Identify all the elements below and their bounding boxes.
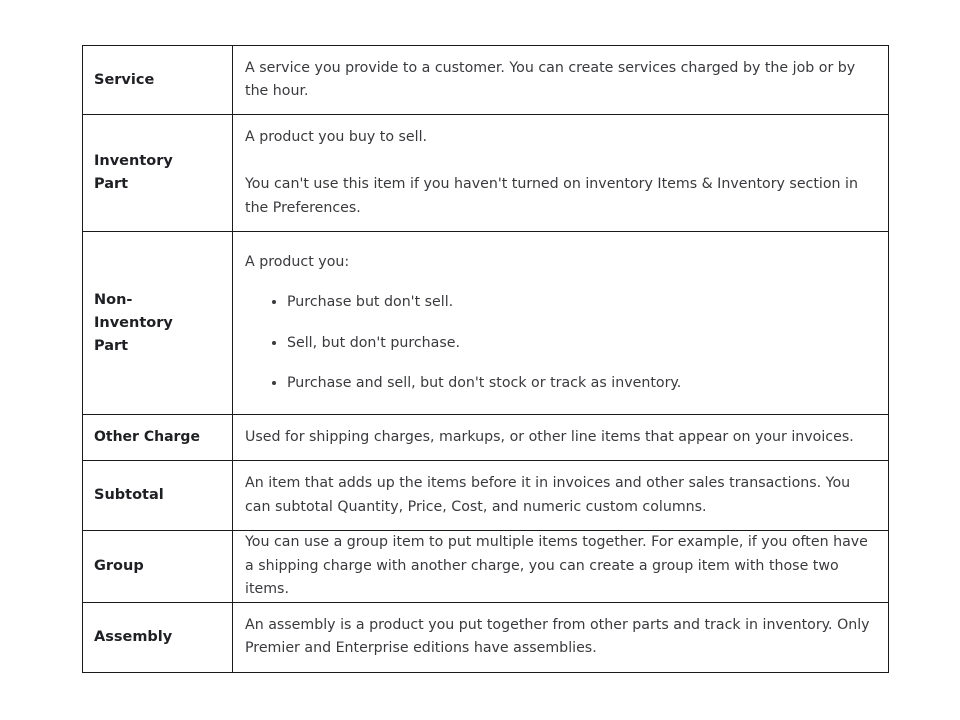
description-text: Used for shipping charges, markups, or other line items that appear on your invoices. — [245, 428, 854, 445]
table-row-inventory-part — [83, 115, 889, 232]
item-type-name: Service — [83, 46, 233, 115]
item-type-name: Assembly — [83, 602, 233, 672]
description-text: You can use a group item to put multiple items together. For example, if you often have a shipping charge with another charge, you can create a group item with those two items. — [245, 534, 868, 597]
description-intro: A product you: — [245, 253, 350, 270]
item-type-description — [233, 461, 889, 531]
bullet-list — [245, 291, 876, 396]
item-type-name: Other Charge — [83, 415, 233, 461]
item-type-description — [233, 531, 889, 603]
item-type-description — [233, 232, 889, 415]
table-row-assembly — [83, 602, 889, 672]
table-row-non-inventory-part — [83, 232, 889, 415]
item-type-name: Group — [83, 531, 233, 603]
item-type-description — [233, 115, 889, 232]
item-type-name: Subtotal — [83, 461, 233, 531]
list-item: • Purchase but don't sell. — [287, 291, 876, 315]
item-type-description — [233, 46, 889, 115]
table-row-service — [83, 46, 889, 115]
item-type-name: Inventory Part — [83, 115, 233, 232]
item-types-table — [82, 45, 889, 673]
item-type-description — [233, 602, 889, 672]
description-text: You can't use this item if you haven't turned on inventory Items & Inventory section in the Preferences. — [245, 176, 858, 216]
table-row-subtotal — [83, 461, 889, 531]
item-type-description — [233, 415, 889, 461]
table-row-other-charge — [83, 415, 889, 461]
item-type-name: Non-Inventory Part — [83, 232, 233, 415]
list-item: • Purchase and sell, but don't stock or track as inventory. — [287, 372, 876, 396]
description-text: An item that adds up the items before it in invoices and other sales transactions. You can subtotal Quantity, Price, Cost, and numeric custom columns. — [245, 475, 851, 515]
description-text: A service you provide to a customer. You can create services charged by the job or by the hour. — [245, 59, 856, 99]
description-text: A product you buy to sell. — [245, 128, 428, 145]
list-item: • Sell, but don't purchase. — [287, 332, 876, 356]
description-text: An assembly is a product you put together from other parts and track in inventory. Only Premier and Enterprise editions have assemblies. — [245, 616, 870, 656]
table-row-group — [83, 531, 889, 603]
